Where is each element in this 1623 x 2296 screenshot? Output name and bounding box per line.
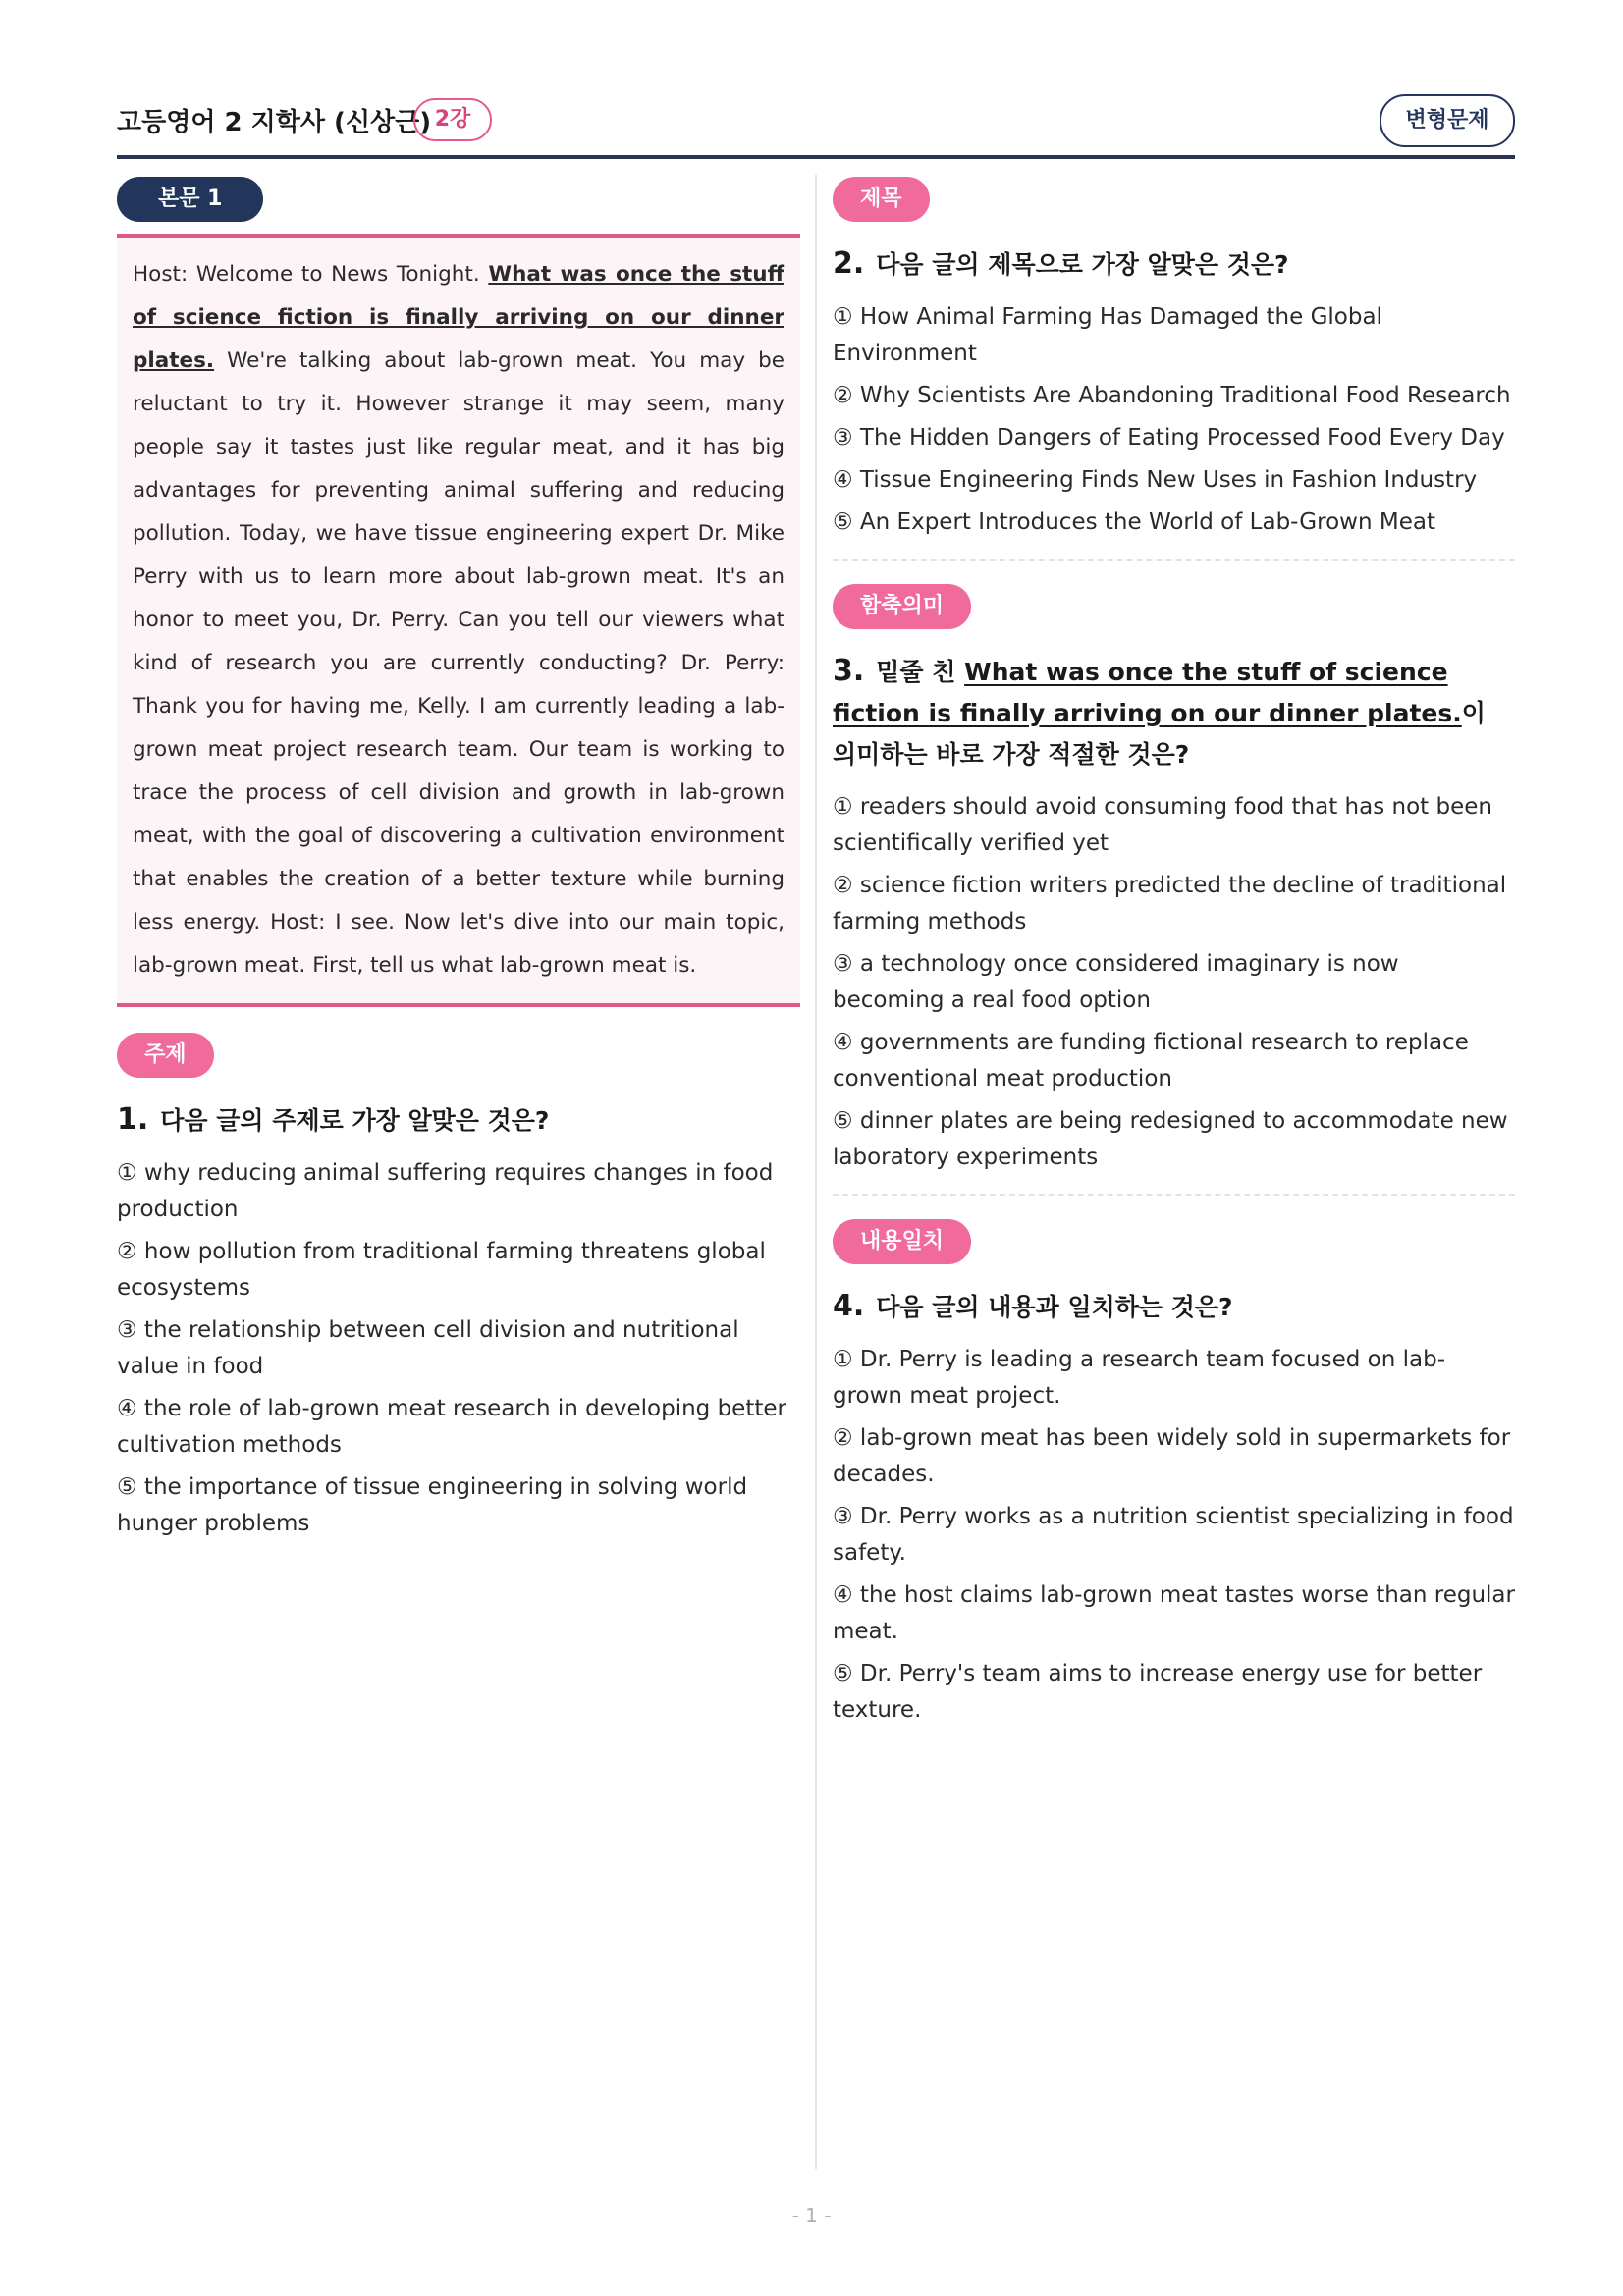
q3-number: 3. — [833, 654, 865, 688]
q1-option-4[interactable]: ④ the role of lab-grown meat research in developing better cultivation methods — [117, 1396, 786, 1458]
right-column — [833, 177, 1515, 1735]
column-divider — [815, 175, 817, 2169]
q4-option-1[interactable]: ① Dr. Perry is leading a research team focused on lab-grown meat project. — [833, 1347, 1446, 1409]
q1-options — [117, 1155, 800, 1542]
q1-option-2[interactable]: ② how pollution from traditional farming threatens global ecosystems — [117, 1239, 766, 1301]
book-title: 고등영어 2 지학사 (신상근) — [117, 108, 432, 137]
q1-tag: 주제 — [117, 1033, 214, 1078]
q3-option-5[interactable]: ⑤ dinner plates are being redesigned to accommodate new laboratory experiments — [833, 1108, 1508, 1170]
q1-stem-text: 다음 글의 주제로 가장 알맞은 것은? — [160, 1106, 550, 1135]
q2-option-4[interactable]: ④ Tissue Engineering Finds New Uses in Fashion Industry — [833, 467, 1478, 493]
lesson-badge: 2강 — [413, 98, 492, 141]
q2-stem — [833, 243, 1515, 286]
q3-tag: 함축의미 — [833, 584, 971, 629]
section-separator — [833, 559, 1515, 561]
q4-option-4[interactable]: ④ the host claims lab-grown meat tastes worse than regular meat. — [833, 1582, 1515, 1644]
q4-option-5[interactable]: ⑤ Dr. Perry's team aims to increase energy use for better texture. — [833, 1661, 1483, 1723]
q2-tag: 제목 — [833, 177, 930, 222]
q4-option-3[interactable]: ③ Dr. Perry works as a nutrition scientist specializing in food safety. — [833, 1504, 1514, 1566]
q2-option-2[interactable]: ② Why Scientists Are Abandoning Traditional Food Research — [833, 383, 1511, 408]
q3-stem — [833, 651, 1515, 775]
q3-option-1[interactable]: ① readers should avoid consuming food that has not been scientifically verified yet — [833, 794, 1492, 856]
q1-number: 1. — [117, 1102, 149, 1137]
q3-stem-underlined: What was once the stuff of science fiction is finally arriving on our dinner plates. — [833, 658, 1462, 727]
q4-options — [833, 1342, 1515, 1729]
section-separator — [833, 1194, 1515, 1196]
q1-stem — [117, 1099, 800, 1142]
q3-stem-after: 이 의미하는 바로 가장 적절한 것은? — [833, 699, 1486, 769]
q3-option-2[interactable]: ② science fiction writers predicted the decline of traditional farming methods — [833, 873, 1507, 934]
q3-option-4[interactable]: ④ governments are funding fictional research to replace conventional meat production — [833, 1030, 1469, 1092]
passage-text-after: We're talking about lab-grown meat. You may be reluctant to try it. However strange it may seem, many people say it tastes just like regular meat, and it has big advantages for preventing animal suffering and reducing pollution. Today, we have tissue engineering expert Dr. Mike Perry with us to learn more about lab-grown meat. It's an honor to meet you, Dr. Perry. Can you tell our viewers what kind of research you are currently conducting? Dr. Perry: Thank you for having me, Kelly. I am currently leading a lab-grown meat project research team. Our team is working to trace the process of cell division and growth in lab-grown meat, with the goal of discovering a cultivation environment that enables the creation of a better texture while burning less energy. Host: I see. Now let's dive into our main topic, lab-grown meat. First, tell us what lab-grown meat is. — [133, 348, 784, 978]
q4-option-2[interactable]: ② lab-grown meat has been widely sold in supermarkets for decades. — [833, 1425, 1511, 1487]
q3-stem-before: 밑줄 친 — [876, 658, 965, 686]
passage-text-before: Host: Welcome to News Tonight. — [133, 262, 489, 287]
page-header — [117, 94, 1515, 159]
passage-underlined-sentence: What was once the stuff of science fiction is finally arriving on our dinner plates. — [133, 262, 784, 373]
left-column — [117, 177, 800, 1548]
q4-number: 4. — [833, 1289, 865, 1323]
q2-options — [833, 299, 1515, 541]
header-divider — [117, 155, 1515, 159]
q2-option-3[interactable]: ③ The Hidden Dangers of Eating Processed Food Every Day — [833, 425, 1505, 451]
q2-number: 2. — [833, 246, 865, 281]
passage-tag: 본문 1 — [117, 177, 263, 222]
q4-tag: 내용일치 — [833, 1219, 971, 1264]
q4-stem-text: 다음 글의 내용과 일치하는 것은? — [876, 1293, 1233, 1321]
page-number: - 1 - — [791, 2204, 832, 2227]
q2-stem-text: 다음 글의 제목으로 가장 알맞은 것은? — [876, 250, 1289, 279]
q4-stem — [833, 1286, 1515, 1328]
passage-box — [117, 234, 800, 1007]
q2-option-5[interactable]: ⑤ An Expert Introduces the World of Lab-Grown Meat — [833, 509, 1435, 535]
question-type-badge: 변형문제 — [1380, 94, 1515, 147]
q3-options — [833, 789, 1515, 1176]
q1-option-1[interactable]: ① why reducing animal suffering requires changes in food production — [117, 1160, 774, 1222]
q3-option-3[interactable]: ③ a technology once considered imaginary is now becoming a real food option — [833, 951, 1399, 1013]
q1-option-3[interactable]: ③ the relationship between cell division and nutritional value in food — [117, 1317, 739, 1379]
q2-option-1[interactable]: ① How Animal Farming Has Damaged the Global Environment — [833, 304, 1382, 366]
q1-option-5[interactable]: ⑤ the importance of tissue engineering in solving world hunger problems — [117, 1474, 748, 1536]
